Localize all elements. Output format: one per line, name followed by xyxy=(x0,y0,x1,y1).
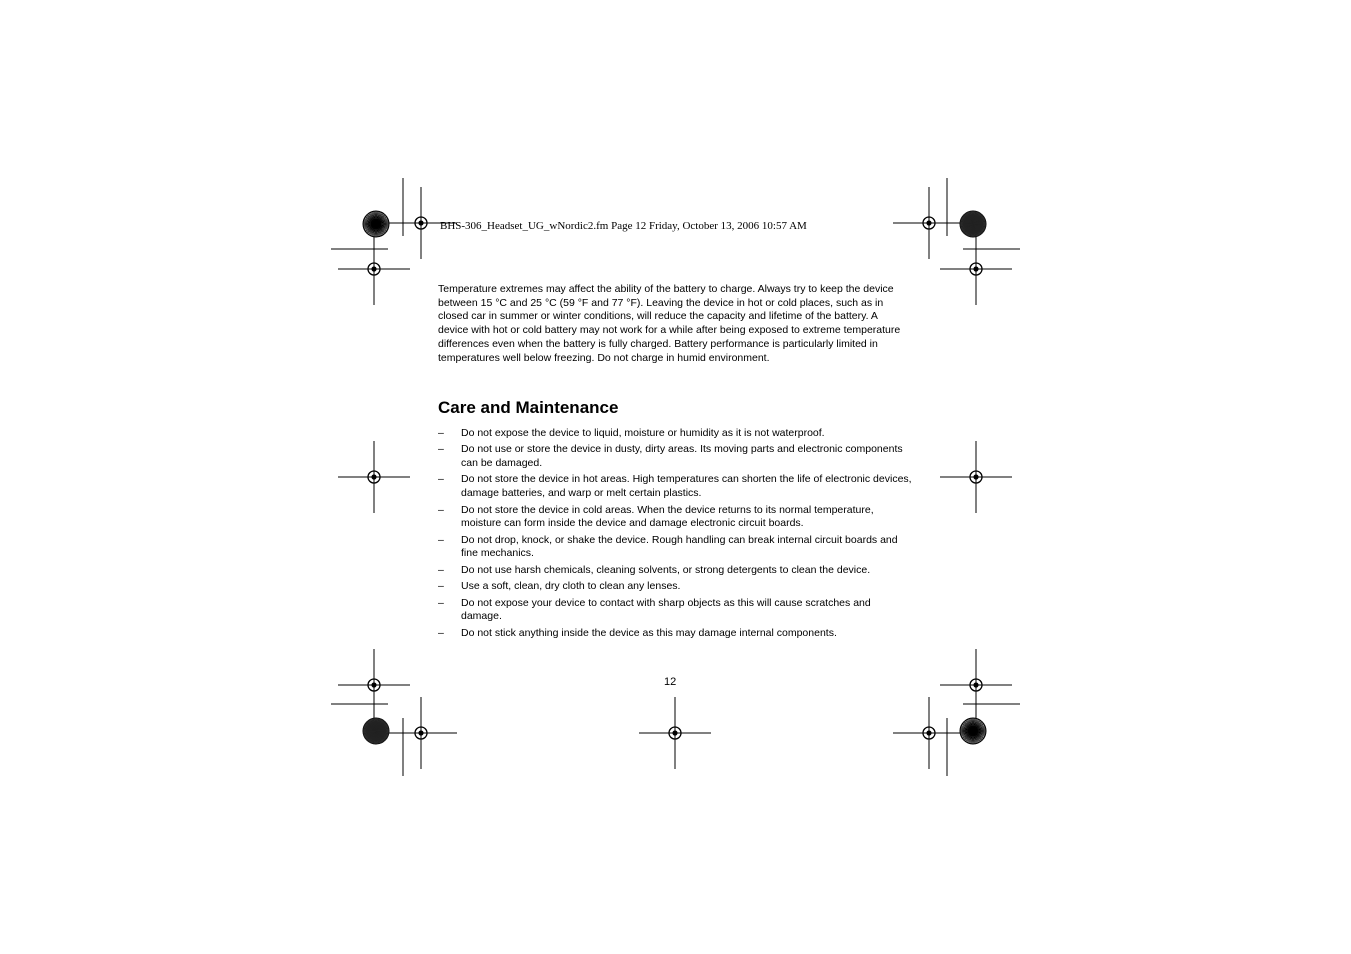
list-item-text: Do not drop, knock, or shake the device. Rough handling can break internal circuit boards and fine mechanics. xyxy=(461,533,898,560)
registration-target-dot xyxy=(418,220,423,225)
list-item-text: Use a soft, clean, dry cloth to clean any lenses. xyxy=(461,580,681,593)
battery-temperature-paragraph: Temperature extremes may affect the ability of the battery to charge. Always try to keep the device between 15 °C and 25 °C (59 °F and 77 °F). Leaving the device in hot or cold places, such as in closed car in summer or winter conditions, will reduce the capacity and lifetime of the battery. A device with hot or cold battery may not work for a while after being exposed to extreme temperature differences even when the battery is fully charged. Battery performance is particularly limited in temperatures well below freezing. Do not charge in humid environment. xyxy=(438,283,901,364)
bullet-dash: – xyxy=(438,503,444,516)
bullet-dash: – xyxy=(438,580,444,593)
list-item xyxy=(438,443,913,470)
bullet-dash: – xyxy=(438,443,444,456)
registration-target-dot xyxy=(973,266,978,271)
page-number: 12 xyxy=(664,676,677,688)
list-item-text: Do not use or store the device in dusty, dirty areas. Its moving parts and electronic components can be damaged. xyxy=(461,443,903,470)
registration-target-dot xyxy=(926,220,931,225)
registration-target-dot xyxy=(371,682,376,687)
list-item xyxy=(438,627,913,641)
list-item xyxy=(438,504,913,531)
list-item-text: Do not use harsh chemicals, cleaning solvents, or strong detergents to clean the device. xyxy=(461,563,871,576)
list-item-text: Do not store the device in hot areas. High temperatures can shorten the life of electronic devices, damage batteries, and warp or melt certain plastics. xyxy=(461,473,912,500)
bullet-dash: – xyxy=(438,473,444,486)
list-item xyxy=(438,580,913,594)
registration-target-dot xyxy=(926,730,931,735)
bullet-dash: – xyxy=(438,626,444,639)
registration-target-dot xyxy=(371,474,376,479)
registration-target-dot xyxy=(418,730,423,735)
bullet-dash: – xyxy=(438,533,444,546)
care-bullet-list xyxy=(438,427,913,643)
list-item xyxy=(438,473,913,500)
print-slug-line: BHS-306_Headset_UG_wNordic2.fm Page 12 Friday, October 13, 2006 10:57 AM xyxy=(440,220,807,232)
registration-target-dot xyxy=(371,266,376,271)
bullet-dash: – xyxy=(438,563,444,576)
list-item xyxy=(438,534,913,561)
list-item xyxy=(438,597,913,624)
registration-target-dot xyxy=(973,474,978,479)
list-item-text: Do not stick anything inside the device as this may damage internal components. xyxy=(461,626,837,639)
list-item-text: Do not expose your device to contact with sharp objects as this will cause scratches and damage. xyxy=(461,596,871,623)
list-item-text: Do not expose the device to liquid, moisture or humidity as it is not waterproof. xyxy=(461,427,825,439)
section-heading-care-and-maintenance: Care and Maintenance xyxy=(438,398,619,417)
list-item xyxy=(438,564,913,578)
list-item xyxy=(438,427,913,441)
bullet-dash: – xyxy=(438,596,444,609)
registration-target-dot xyxy=(672,730,677,735)
list-item-text: Do not store the device in cold areas. When the device returns to its normal temperature, moisture can form inside the device and damage electronic circuit boards. xyxy=(461,503,874,530)
bullet-dash: – xyxy=(438,427,444,439)
registration-target-dot xyxy=(973,682,978,687)
